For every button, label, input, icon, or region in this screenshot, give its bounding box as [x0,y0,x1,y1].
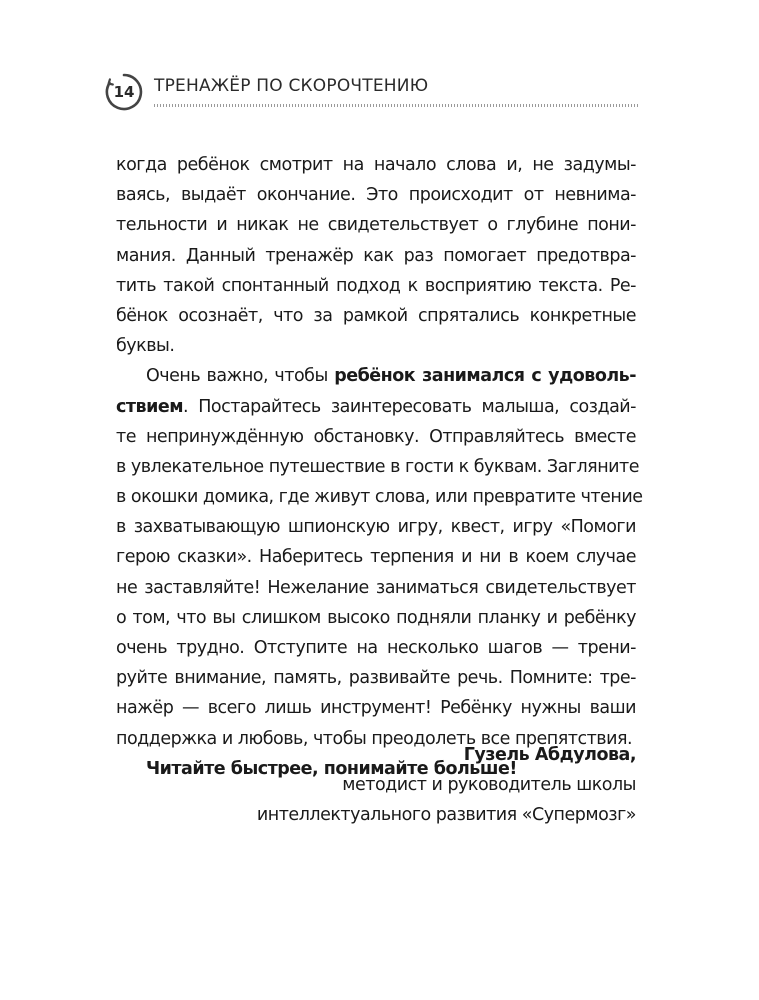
author-organization: интеллектуального развития «Супермозг» [256,805,636,826]
text-line: не заставляйте! Нежелание заниматься свидетельствует [116,577,636,598]
text-line: в увлекательное путешествие в гости к буквам. Загляните [116,456,639,477]
text-line [116,361,636,391]
text-line: тить такой спонтанный подход к восприятию текста. Ре- [116,275,636,296]
page-number-badge [104,72,144,112]
text-line: поддержка и любовь, чтобы преодолеть все препятствия. [116,728,633,749]
page-number: 14 [113,83,135,101]
text-line: очень трудно. Отступите на несколько шагов — трени- [116,638,636,658]
text-line: герою сказки». Наберитесь терпения и ни в коем случае [116,547,636,568]
emphasis-text: ствием [116,396,184,417]
text-line: в захватывающую шпионскую игру, квест, игру «Помоги [116,517,636,538]
running-header [104,66,638,116]
text-line [116,392,636,422]
emphasis-text: ребёнок занимался с удоволь- [334,366,636,387]
text-fragment: . Постарайтесь заинтересовать малыша, создай- [183,396,636,417]
header-dotted-rule [154,104,638,107]
body-text [116,150,643,784]
author-role: методист и руководитель школы [342,775,636,796]
text-fragment: Очень важно, чтобы [146,366,335,387]
slogan: Читайте быстрее, понимайте больше! [146,758,517,779]
text-line: когда ребёнок смотрит на начало слова и, не задумы- [116,155,636,175]
author-name: Гузель Абдулова, [463,745,636,765]
text-line: тельности и никак не свидетельствует о глубине пони- [116,215,636,236]
paragraph-1 [116,150,636,361]
text-line: нажёр — всего лишь инструмент! Ребёнку нужны ваши [116,698,636,719]
text-line: бёнок осознаёт, что за рамкой спрятались конкретные [116,305,636,326]
text-line: ваясь, выдаёт окончание. Это происходит от невнима- [116,185,636,206]
text-line: в окошки домика, где живут слова, или превратите чтение [116,487,643,508]
text-line: мания. Данный тренажёр как раз помогает предотвра- [116,245,636,266]
text-line: руйте внимание, память, развивайте речь. Помните: тре- [116,668,636,689]
text-line: о том, что вы слишком высоко подняли планку и ребёнку [116,607,636,628]
signature-block [257,740,636,831]
text-line: те непринуждённую обстановку. Отправляйтесь вместе [116,426,636,447]
running-title: ТРЕНАЖЁР ПО СКОРОЧТЕНИЮ [154,76,429,96]
text-line: буквы. [116,336,175,357]
paragraph-2 [116,361,643,753]
